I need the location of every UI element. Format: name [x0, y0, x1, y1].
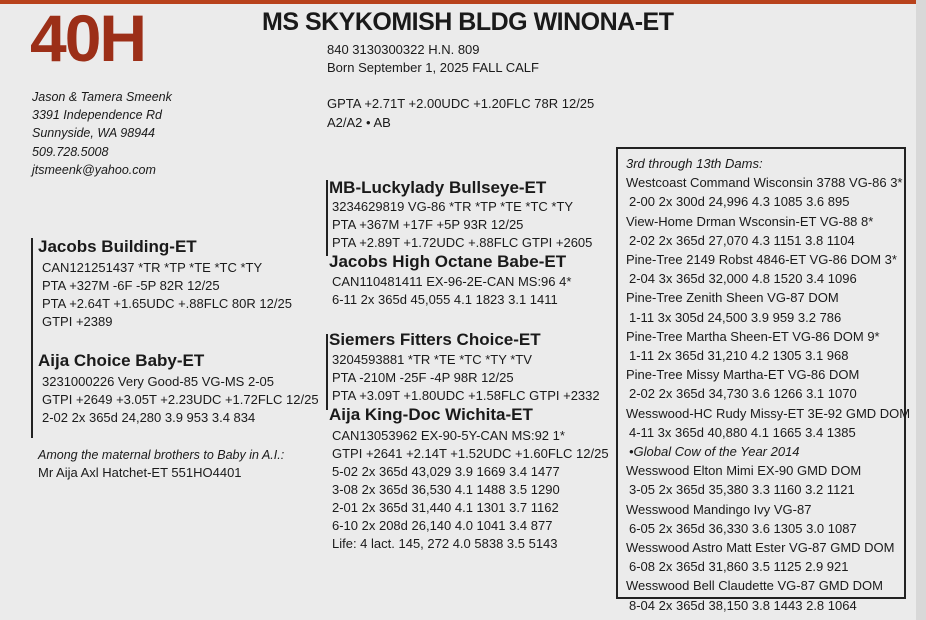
sire-dam-line: CAN110481411 EX-96-2E-CAN MS:96 4*	[332, 274, 572, 289]
dam-name-line: Wesswood Bell Claudette VG-87 GMD DOM	[626, 578, 883, 594]
registration-line: 840 3130300322 H.N. 809	[327, 42, 480, 57]
gpta-line: GPTA +2.71T +2.00UDC +1.20FLC 78R 12/25	[327, 96, 595, 111]
dam-record-line: 4-11 3x 365d 40,880 4.1 1665 3.4 1385	[629, 424, 856, 440]
dam-record-line: 6-05 2x 365d 36,330 3.6 1305 3.0 1087	[629, 520, 857, 536]
sire-sire-line: 3234629819 VG-86 *TR *TP *TE *TC *TY	[332, 199, 574, 214]
dam-dam-record: 6-10 2x 208d 26,140 4.0 1041 3.4 877	[332, 518, 553, 533]
sire-line: GTPI +2389	[42, 314, 113, 329]
page-edge	[916, 0, 926, 620]
sire-dam-line: 6-11 2x 365d 45,055 4.1 1823 3.1 1411	[332, 292, 558, 307]
dam-record-line: 1-11 2x 365d 31,210 4.2 1305 3.1 968	[629, 348, 849, 364]
dam-record-line: 3-05 2x 365d 35,380 3.3 1160 3.2 1121	[629, 482, 855, 498]
animal-name-title: MS SKYKOMISH BLDG WINONA-ET	[262, 8, 674, 36]
pedigree-bracket-left	[31, 238, 33, 438]
lot-number: 40H	[30, 1, 146, 75]
dam-name-line: Pine-Tree 2149 Robst 4846-ET VG-86 DOM 3*	[626, 252, 897, 268]
dam-dam-lifetime: Life: 4 lact. 145, 272 4.0 5838 3.5 5143	[332, 536, 558, 551]
dam-record-line: 6-08 2x 365d 31,860 3.5 1125 2.9 921	[629, 559, 849, 575]
owner-city: Sunnyside, WA 98944	[32, 126, 155, 140]
sire-sire-line: PTA +2.89T +1.72UDC +.88FLC GTPI +2605	[332, 235, 593, 250]
dam-dam-record: 2-01 2x 365d 31,440 4.1 1301 3.7 1162	[332, 500, 559, 515]
dam-record-line: 2-02 2x 365d 34,730 3.6 1266 3.1 1070	[629, 386, 857, 402]
owner-name: Jason & Tamera Smeenk	[32, 90, 172, 104]
dam-name: Aija Choice Baby-ET	[38, 351, 205, 370]
owner-street: 3391 Independence Rd	[32, 108, 162, 122]
dam-line: GTPI +2649 +3.05T +2.23UDC +1.72FLC 12/25	[42, 392, 319, 407]
birth-line: Born September 1, 2025 FALL CALF	[327, 60, 539, 75]
dam-dam-name: Aija King-Doc Wichita-ET	[329, 405, 533, 424]
dam-sire-line: PTA +3.09T +1.80UDC +1.58FLC GTPI +2332	[332, 388, 600, 403]
dam-name-line: View-Home Drman Wsconsin-ET VG-88 8*	[626, 213, 874, 229]
sire-line: PTA +2.64T +1.65UDC +.88FLC 80R 12/25	[42, 296, 292, 311]
sire-sire-name: MB-Luckylady Bullseye-ET	[329, 178, 547, 197]
sire-name: Jacobs Building-ET	[38, 237, 197, 256]
dam-name-line: Wesswood Astro Matt Ester VG-87 GMD DOM	[626, 540, 895, 556]
dam-honor-line: •Global Cow of the Year 2014	[629, 444, 800, 460]
sire-sire-line: PTA +367M +17F +5P 93R 12/25	[332, 217, 524, 232]
dam-dam-line: CAN13053962 EX-90-5Y-CAN MS:92 1*	[332, 428, 565, 443]
dam-line: 3231000226 Very Good-85 VG-MS 2-05	[42, 374, 274, 389]
genetic-codes-line: A2/A2 • AB	[327, 115, 391, 130]
dam-record-line: 2-02 2x 365d 27,070 4.3 1151 3.8 1104	[629, 232, 855, 248]
dams-box-heading: 3rd through 13th Dams:	[626, 156, 763, 171]
dam-name-line: Wesswood Mandingo Ivy VG-87	[626, 501, 812, 517]
extended-dams-box	[616, 147, 911, 613]
dam-name-line: Pine-Tree Zenith Sheen VG-87 DOM	[626, 290, 839, 306]
dam-record-line: 1-11 3x 305d 24,500 3.9 959 3.2 786	[629, 309, 842, 325]
dam-name-line: Westcoast Command Wisconsin 3788 VG-86 3*	[626, 175, 903, 191]
dam-sire-name: Siemers Fitters Choice-ET	[329, 330, 541, 349]
dam-name-line: Wesswood-HC Rudy Missy-ET 3E-92 GMD DOM	[626, 405, 911, 421]
dam-line: 2-02 2x 365d 24,280 3.9 953 3.4 834	[42, 410, 256, 425]
pedigree-bracket-sire	[326, 180, 328, 256]
dam-sire-line: PTA -210M -25F -4P 98R 12/25	[332, 370, 514, 385]
dam-name-line: Pine-Tree Missy Martha-ET VG-86 DOM	[626, 367, 860, 383]
maternal-brother: Mr Aija Axl Hatchet-ET 551HO4401	[38, 465, 242, 480]
owner-email: jtsmeenk@yahoo.com	[32, 163, 156, 177]
sire-line: CAN121251437 *TR *TP *TE *TC *TY	[42, 260, 263, 275]
dam-name-line: Pine-Tree Martha Sheen-ET VG-86 DOM 9*	[626, 328, 880, 344]
sire-line: PTA +327M -6F -5P 82R 12/25	[42, 278, 220, 293]
pedigree-bracket-dam	[326, 334, 328, 410]
owner-phone: 509.728.5008	[32, 145, 109, 159]
dam-record-line: 2-04 3x 365d 32,000 4.8 1520 3.4 1096	[629, 271, 857, 287]
sire-dam-name: Jacobs High Octane Babe-ET	[329, 252, 567, 271]
dam-name-line: Wesswood Elton Mimi EX-90 GMD DOM	[626, 463, 862, 479]
dam-sire-line: 3204593881 *TR *TE *TC *TY *TV	[332, 352, 532, 367]
dam-record-line: 2-00 2x 300d 24,996 4.3 1085 3.6 895	[629, 194, 850, 210]
dam-dam-record: 3-08 2x 365d 36,530 4.1 1488 3.5 1290	[332, 482, 560, 497]
dam-record-line: 8-04 2x 365d 38,150 3.8 1443 2.8 1064	[629, 597, 857, 613]
dam-dam-line: GTPI +2641 +2.14T +1.52UDC +1.60FLC 12/25	[332, 446, 609, 461]
maternal-brothers-note: Among the maternal brothers to Baby in A.I.:	[38, 448, 285, 462]
dam-dam-record: 5-02 2x 365d 43,029 3.9 1669 3.4 1477	[332, 464, 560, 479]
